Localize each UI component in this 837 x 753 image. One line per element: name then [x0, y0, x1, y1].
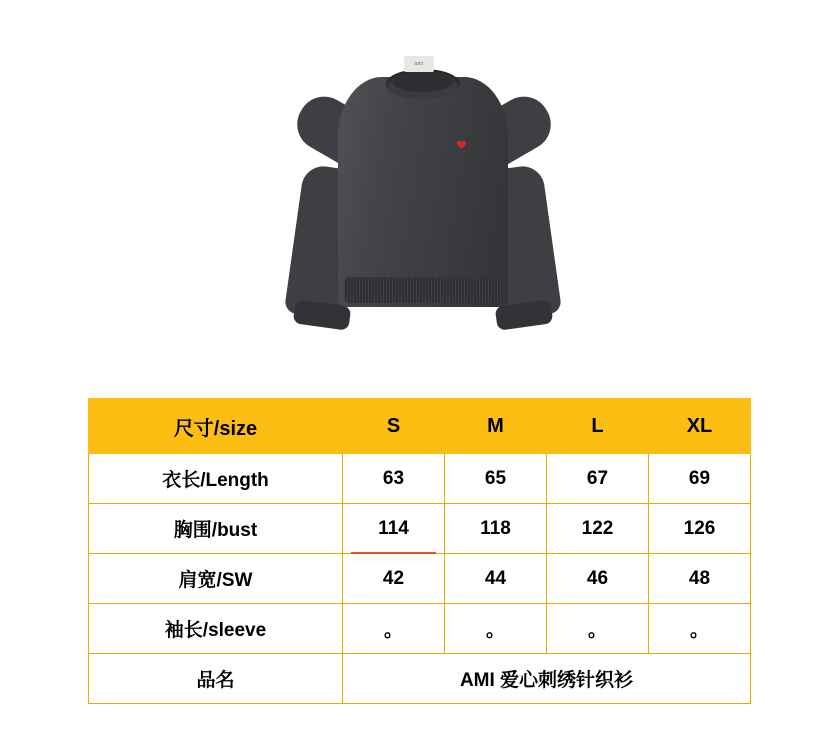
cell-sw-m: 44	[445, 554, 547, 604]
header-cell-l: L	[547, 399, 649, 454]
size-chart-table	[88, 398, 751, 704]
cell-sleeve-l: 。	[547, 604, 649, 654]
cell-product-name: AMI 爱心刺绣针织衫	[343, 654, 751, 704]
table-row	[89, 554, 751, 604]
brand-label-tag: ami	[404, 56, 434, 72]
heart-embroidery-icon	[456, 139, 467, 150]
header-cell-size-label: 尺寸/size	[89, 399, 343, 454]
cell-sleeve-xl: 。	[649, 604, 751, 654]
cell-bust-m: 118	[445, 504, 547, 554]
cell-length-s: 63	[343, 454, 445, 504]
sweater-collar-opening	[393, 73, 453, 92]
header-cell-xl: XL	[649, 399, 751, 454]
sweater-illustration	[288, 55, 558, 335]
cell-bust-xl: 126	[649, 504, 751, 554]
row-label-bust: 胸围/bust	[89, 504, 343, 554]
row-label-length: 衣长/Length	[89, 454, 343, 504]
table-row	[89, 604, 751, 654]
cell-bust-l: 122	[547, 504, 649, 554]
header-cell-m: M	[445, 399, 547, 454]
row-label-shoulder-width: 肩宽/SW	[89, 554, 343, 604]
table-row	[89, 454, 751, 504]
sweater-hem	[344, 277, 502, 303]
table-row	[89, 654, 751, 704]
cell-sw-l: 46	[547, 554, 649, 604]
table-header-row	[89, 399, 751, 454]
header-cell-s: S	[343, 399, 445, 454]
table-header	[89, 399, 751, 454]
row-label-product-name: 品名	[89, 654, 343, 704]
cell-sw-xl: 48	[649, 554, 751, 604]
cell-sw-s: 42	[343, 554, 445, 604]
cell-bust-s: 114	[343, 504, 445, 554]
cell-sleeve-m: 。	[445, 604, 547, 654]
cell-sleeve-s: 。	[343, 604, 445, 654]
cell-length-l: 67	[547, 454, 649, 504]
row-label-sleeve: 袖长/sleeve	[89, 604, 343, 654]
cell-length-xl: 69	[649, 454, 751, 504]
table-row	[89, 504, 751, 554]
sweater-torso-shading	[338, 77, 508, 307]
cell-length-m: 65	[445, 454, 547, 504]
table-body	[89, 454, 751, 704]
